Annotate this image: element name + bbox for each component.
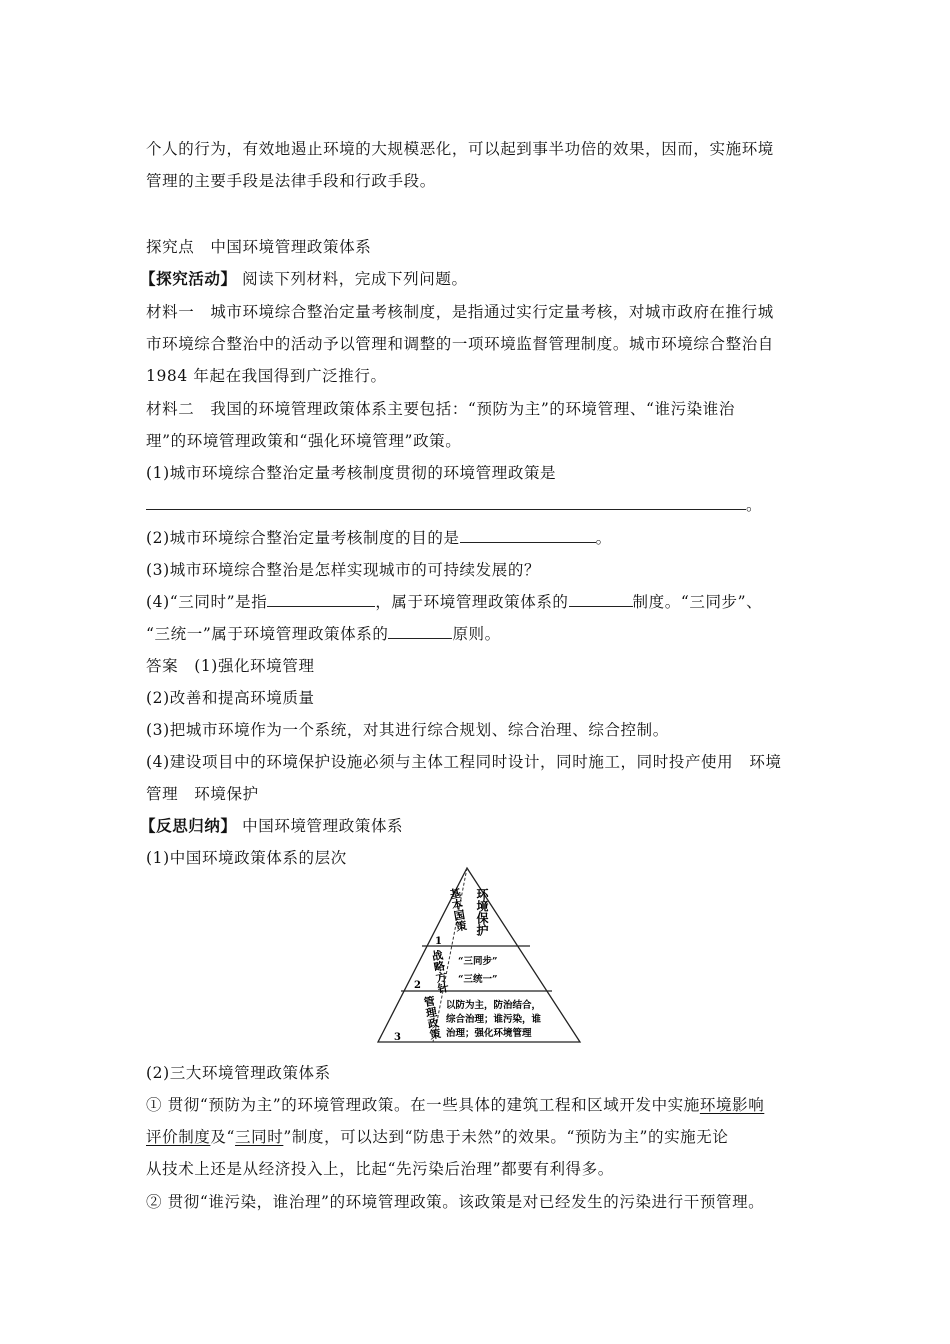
question-1-answer-line [146, 494, 816, 516]
material1-text-1: 城市环境综合整治定量考核制度，是指通过实行定量考核，对城市政府在推行城 [210, 303, 774, 321]
tier2-text-1: “三同步” [458, 956, 498, 967]
answer-blank-3[interactable] [267, 592, 375, 607]
tier3-label: 管理政策 [421, 994, 443, 1041]
tier2-text-2: “三统一” [458, 974, 498, 985]
material2-text-1: 我国的环境管理政策体系主要包括：“预防为主”的环境管理、“谁污染谁治 [210, 400, 735, 418]
policy2-line-1: ② 贯彻“谁污染，谁治理”的环境管理政策。该政策是对已经发生的污染进行干预管理。 [146, 1193, 765, 1211]
policy1-line-3: 从技术上还是从经济投入上，比起“先污染后治理”都要有利得多。 [146, 1160, 614, 1178]
reflection-tag: 【反思归纳】 [140, 816, 237, 835]
question-4-part-b: ，属于环境管理政策体系的 [375, 593, 569, 611]
answer-blank-5[interactable] [388, 624, 452, 639]
material1-line-2: 市环境综合整治中的活动予以管理和调整的一项环境监督管理制度。城市环境综合整治自 [146, 335, 774, 353]
tier3-text-1: 以防为主，防治结合， [446, 1000, 542, 1011]
answer-1-line [146, 655, 816, 677]
policy1-term-eia-part1: 环境影响 [699, 1096, 765, 1114]
material1-line-3: 1984 年起在我国得到广泛推行。 [146, 367, 387, 385]
question-2 [146, 527, 816, 549]
material2-label: 材料二 [146, 400, 195, 418]
question-1-end: 。 [746, 496, 763, 514]
question-4-line-1 [146, 591, 816, 613]
answer-blank-1[interactable] [146, 495, 746, 510]
question-2-end: 。 [595, 529, 612, 547]
material1-line-1 [146, 301, 816, 323]
policy1-term-eia-part2: 评价制度 [146, 1128, 211, 1146]
answer-blank-4[interactable] [569, 592, 633, 607]
tier3-text-2: 综合治理；谁污染，谁 [446, 1014, 542, 1025]
question-3: (3)城市环境综合整治是怎样实现城市的可持续发展的？ [146, 561, 541, 579]
tier1-text: 环境保护 [475, 888, 489, 936]
answer-4-line-2: 管理 环境保护 [146, 785, 259, 803]
question-4-part-a: (4)“三同时”是指 [146, 593, 268, 611]
question-4-part-c: 制度。“三同步”、 [632, 593, 763, 611]
reflection-sub-1: (1)中国环境政策体系的层次 [146, 849, 347, 867]
activity-line [140, 268, 810, 290]
policy1-text-2b: ”制度，可以达到“防患于未然”的效果。“预防为主”的实施无论 [283, 1128, 729, 1146]
section-title: 中国环境管理政策体系 [210, 238, 372, 256]
answer-1: (1)强化环境管理 [194, 657, 315, 675]
activity-text: 阅读下列材料，完成下列问题。 [242, 270, 468, 288]
tier3-text-3: 治理；强化环境管理 [446, 1028, 532, 1039]
section-label: 探究点 [146, 238, 195, 256]
answer-2: (2)改善和提高环境质量 [146, 689, 315, 707]
question-4-part-d: “三统一”属于环境管理政策体系的 [146, 625, 389, 643]
material2-line-2: 理”的环境管理政策和“强化环境管理”政策。 [146, 432, 462, 450]
material2-line-1 [146, 398, 816, 420]
reflection-title: 中国环境管理政策体系 [242, 817, 404, 835]
tier2-label: 战略方针 [429, 948, 451, 995]
answer-label: 答案 [146, 657, 179, 675]
section-heading [146, 236, 816, 258]
tier1-number: 1 [435, 936, 442, 947]
tier2-number: 2 [414, 980, 421, 991]
activity-tag: 【探究活动】 [140, 269, 237, 288]
tier3-number: 3 [394, 1032, 401, 1043]
intro-line-2: 管理的主要手段是法律手段和行政手段。 [146, 172, 436, 190]
reflection-sub-2: (2)三大环境管理政策体系 [146, 1064, 331, 1082]
policy1-text-1: ① 贯彻“预防为主”的环境管理政策。在一些具体的建筑工程和区域开发中实施 [146, 1096, 700, 1114]
question-2-text: (2)城市环境综合整治定量考核制度的目的是 [146, 529, 460, 547]
policy1-term-three-simultaneous: 三同时 [235, 1128, 284, 1146]
policy1-line-1 [146, 1094, 816, 1116]
question-1: (1)城市环境综合整治定量考核制度贯彻的环境管理政策是 [146, 464, 557, 482]
intro-line-1: 个人的行为，有效地遏止环境的大规模恶化，可以起到事半功倍的效果，因而，实施环境 [146, 140, 774, 158]
tier1-label: 基本国策 [447, 886, 469, 933]
answer-4-line-1: (4)建设项目中的环境保护设施必须与主体工程同时设计，同时施工，同时投产使用 环境 [146, 753, 782, 771]
question-4-part-e: 原则。 [452, 625, 501, 643]
policy1-line-2 [146, 1126, 816, 1148]
reflection-heading [140, 815, 810, 837]
answer-3: (3)把城市环境作为一个系统，对其进行综合规划、综合治理、综合控制。 [146, 721, 669, 739]
policy1-text-2a: 及“ [210, 1128, 236, 1146]
policy-pyramid-diagram [374, 864, 584, 1048]
answer-blank-2[interactable] [460, 528, 596, 543]
material1-label: 材料一 [146, 303, 195, 321]
question-4-line-2 [146, 623, 816, 645]
